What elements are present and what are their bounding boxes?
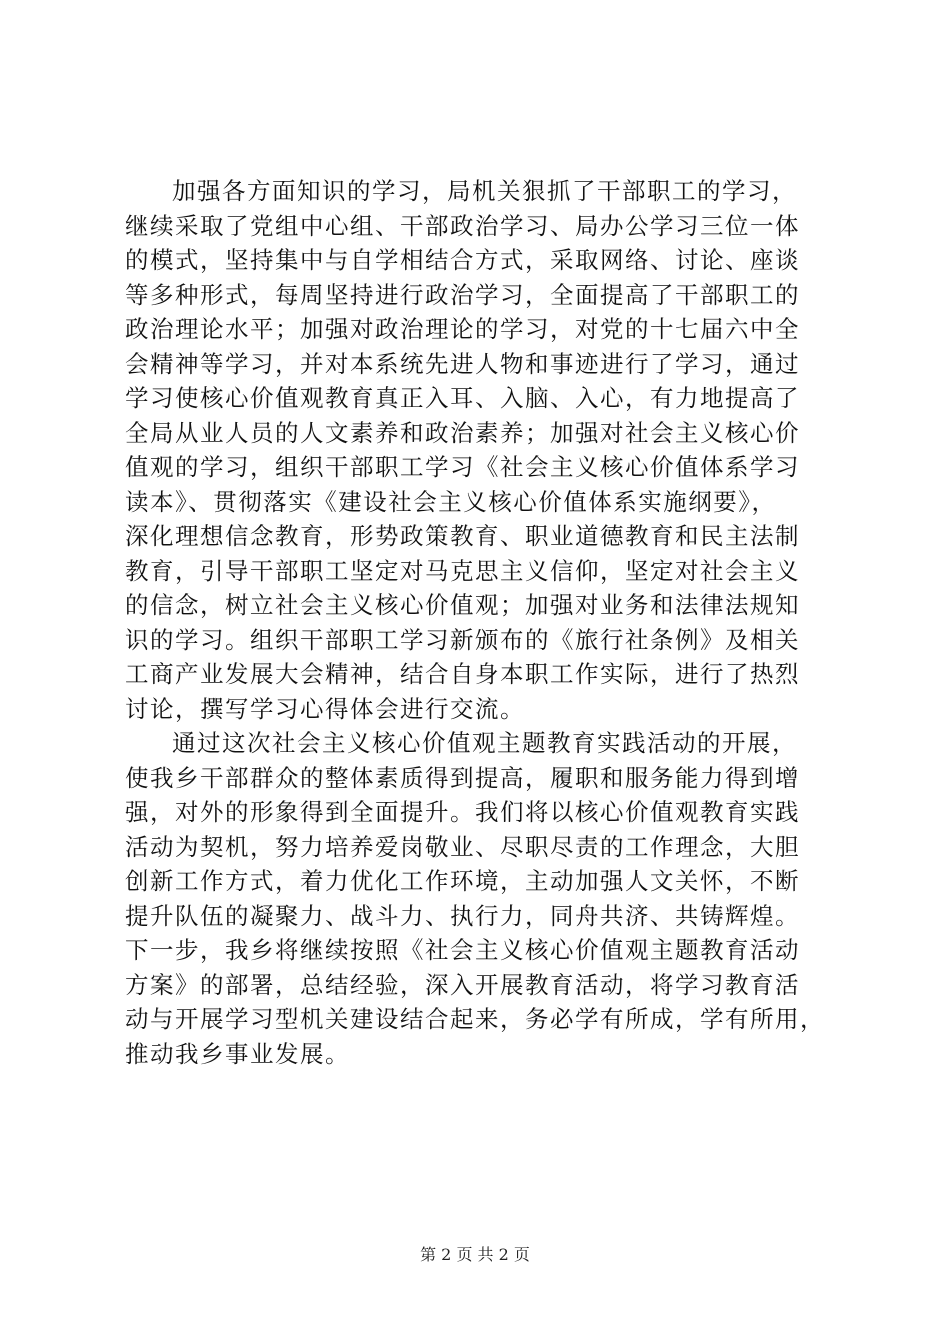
text-line: 下一步，我乡将继续按照《社会主义核心价值观主题教育活动: [125, 936, 800, 964]
paragraph-1: [125, 174, 837, 726]
text-line: 讨论，撰写学习心得体会进行交流。: [125, 694, 525, 723]
text-line: 提升队伍的凝聚力、战斗力、执行力，同舟共济、共铸辉煌。: [125, 901, 800, 930]
text-line: 继续采取了党组中心组、干部政治学习、局办公学习三位一体: [125, 211, 800, 240]
text-line: 强，对外的形象得到全面提升。我们将以核心价值观教育实践: [125, 798, 800, 826]
text-line: 等多种形式，每周坚持进行政治学习，全面提高了干部职工的: [125, 280, 800, 309]
paragraph-2: [125, 726, 837, 1071]
text-line: 学习使核心价值观教育真正入耳、入脑、入心，有力地提高了: [125, 384, 800, 412]
text-line: 使我乡干部群众的整体素质得到提高，履职和服务能力得到增: [125, 763, 800, 792]
text-line: 识的学习。组织干部职工学习新颁布的《旅行社条例》及相关: [125, 625, 800, 654]
text-line: 动与开展学习型机关建设结合起来，务必学有所成，学有所用，: [125, 1005, 825, 1033]
text-line: 的信念，树立社会主义核心价值观；加强对业务和法律法规知: [125, 591, 800, 619]
text-line: 通过这次社会主义核心价值观主题教育实践活动的开展，: [172, 729, 797, 757]
text-line: 的模式，坚持集中与自学相结合方式，采取网络、讨论、座谈: [125, 246, 800, 274]
document-body: [125, 174, 837, 1071]
text-line: 教育，引导干部职工坚定对马克思主义信仰，坚定对社会主义: [125, 556, 800, 585]
text-line: 全局从业人员的人文素养和政治素养；加强对社会主义核心价: [125, 418, 800, 447]
text-line: 工商产业发展大会精神，结合自身本职工作实际，进行了热烈: [125, 660, 800, 688]
text-line: 读本》、贯彻落实《建设社会主义核心价值体系实施纲要》，: [125, 487, 777, 516]
text-line: 值观的学习，组织干部职工学习《社会主义核心价值体系学习: [125, 453, 800, 481]
text-line: 推动我乡事业发展。: [125, 1039, 350, 1068]
text-line: 深化理想信念教育，形势政策教育、职业道德教育和民主法制: [125, 522, 800, 550]
text-line: 方案》的部署，总结经验，深入开展教育活动，将学习教育活: [125, 970, 800, 999]
text-line: 政治理论水平；加强对政治理论的学习，对党的十七届六中全: [125, 315, 800, 343]
text-line: 加强各方面知识的学习，局机关狠抓了干部职工的学习，: [172, 177, 797, 205]
text-line: 活动为契机，努力培养爱岗敬业、尽职尽责的工作理念，大胆: [125, 832, 800, 861]
text-line: 会精神等学习，并对本系统先进人物和事迹进行了学习，通过: [125, 349, 800, 378]
text-line: 创新工作方式，着力优化工作环境，主动加强人文关怀，不断: [125, 867, 800, 895]
page-number-footer: 第 2 页 共 2 页: [420, 1245, 530, 1264]
